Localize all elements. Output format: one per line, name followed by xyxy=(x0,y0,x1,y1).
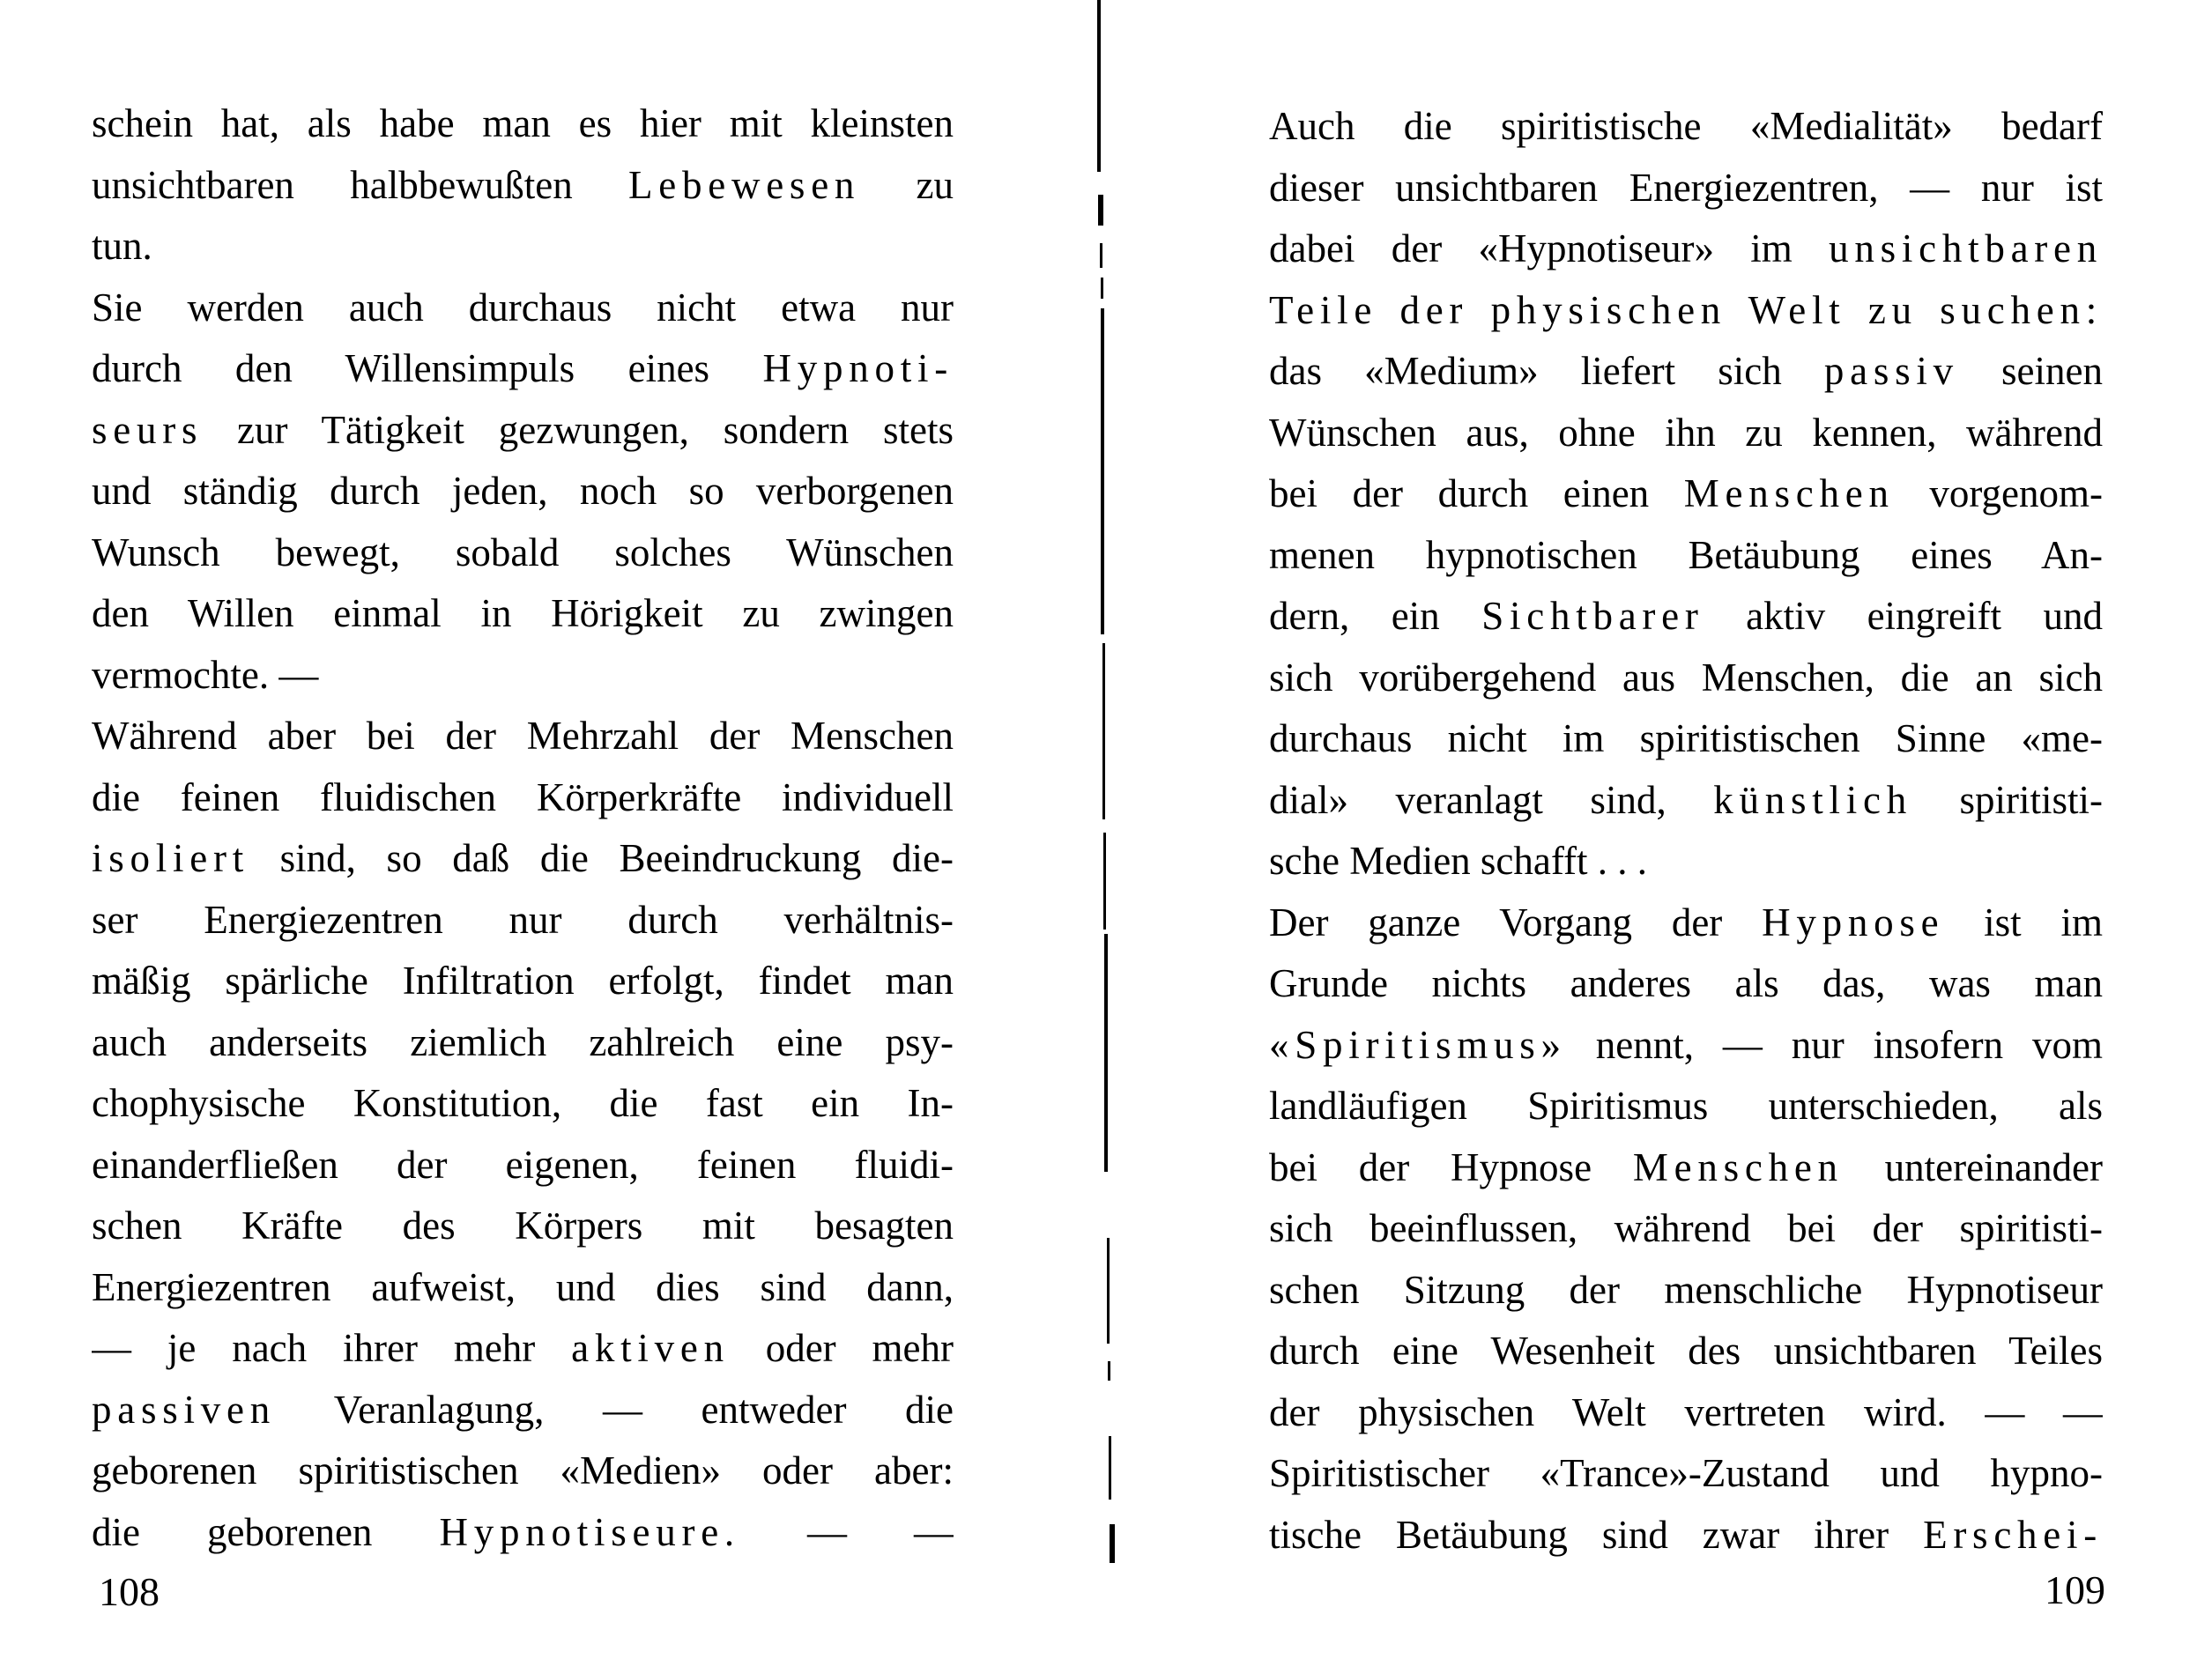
text-segment: das «Medium» liefert sich xyxy=(1269,349,1824,393)
text-segment: Grunde nichts anderes als das, was man xyxy=(1269,961,2103,1005)
letterspaced-text-segment: aktiven xyxy=(571,1326,730,1370)
text-segment: unsichtbaren halbbewußten xyxy=(92,162,629,207)
text-segment: Auch die spiritistische «Medialität» bedarf xyxy=(1269,104,2103,148)
text-segment: landläufigen Spiritismus unterschieden, als xyxy=(1269,1084,2103,1128)
text-line xyxy=(92,338,954,400)
text-line xyxy=(1269,1076,2103,1137)
gutter-segment xyxy=(1109,1436,1111,1500)
text-line xyxy=(92,951,954,1012)
gutter-segment xyxy=(1101,278,1103,299)
letterspaced-text-segment: Menschen xyxy=(1683,471,1895,515)
text-segment: mäßig spärliche Infiltration erfolgt, findet man xyxy=(92,959,954,1003)
text-line xyxy=(92,155,954,217)
text-segment: sich beeinflussen, während bei der spiritisti- xyxy=(1269,1206,2103,1250)
text-line xyxy=(1269,525,2103,587)
text-line xyxy=(1269,586,2103,648)
text-segment: sich vorübergehend aus Menschen, die an sich xyxy=(1269,655,2103,700)
text-line xyxy=(92,645,954,707)
text-segment: Wünschen aus, ohne ihn zu kennen, während xyxy=(1269,410,2103,455)
page-number-right: 109 xyxy=(2045,1567,2105,1612)
text-segment: aktiv eingreift und xyxy=(1704,594,2103,638)
letterspaced-text-segment: Teile der physischen Welt zu suchen: xyxy=(1269,287,2103,332)
text-segment: menen hypnotischen Betäubung eines An- xyxy=(1269,532,2103,577)
gutter-segment xyxy=(1104,934,1108,1172)
text-segment: spiritisti- xyxy=(1911,777,2103,822)
letterspaced-text-segment: «Spiritismus» xyxy=(1269,1022,1567,1067)
text-segment: dern, ein xyxy=(1269,594,1482,638)
text-segment: Energiezentren aufweist, und dies sind dann, xyxy=(92,1264,954,1309)
text-segment: einanderfließen der eigenen, feinen fluidi- xyxy=(92,1142,954,1187)
gutter-segment xyxy=(1100,243,1102,268)
text-line xyxy=(1269,893,2103,954)
text-segment: auch anderseits ziemlich zahlreich eine psy- xyxy=(92,1019,954,1064)
letterspaced-text-segment: Hypnotiseure. xyxy=(439,1509,740,1554)
text-line xyxy=(1269,1260,2103,1322)
letterspaced-text-segment: isoliert xyxy=(92,836,249,880)
text-line xyxy=(92,522,954,584)
text-line xyxy=(1269,770,2103,832)
text-segment: vorgenom- xyxy=(1894,471,2103,515)
text-segment: geborenen spiritistischen «Medien» oder aber: xyxy=(92,1448,954,1493)
text-line xyxy=(92,1135,954,1196)
text-segment: chophysische Konstitution, die fast ein In- xyxy=(92,1081,954,1125)
letterspaced-text-segment: künstlich xyxy=(1713,777,1912,822)
text-segment: die feinen fluidischen Körperkräfte individuell xyxy=(92,774,954,819)
text-line xyxy=(92,706,954,767)
text-segment: bei der durch einen xyxy=(1269,471,1684,515)
letterspaced-text-segment: Hypnose xyxy=(1762,900,1945,944)
text-segment: durch den Willensimpuls eines xyxy=(92,346,763,390)
letterspaced-text-segment: passiven xyxy=(92,1387,276,1432)
text-segment: nennt, — nur insofern vom xyxy=(1566,1022,2103,1067)
text-segment: tun. xyxy=(92,224,152,268)
gutter-segment xyxy=(1101,308,1104,634)
text-line xyxy=(92,1073,954,1135)
letterspaced-text-segment: Hypnoti- xyxy=(762,346,954,390)
text-segment: bei der Hypnose xyxy=(1269,1144,1633,1189)
text-segment: schen Sitzung der menschliche Hypnotiseur xyxy=(1269,1267,2103,1312)
page-right-text xyxy=(1269,96,2103,1566)
text-line xyxy=(92,400,954,462)
letterspaced-text-segment: Menschen xyxy=(1632,1144,1844,1189)
letterspaced-text-segment: Lebewesen xyxy=(628,162,861,207)
letterspaced-text-segment: Erschei- xyxy=(1923,1512,2103,1557)
letterspaced-text-segment: seurs xyxy=(92,407,204,452)
gutter-segment xyxy=(1107,1238,1110,1344)
text-line xyxy=(1269,403,2103,464)
text-segment: schen Kräfte des Körpers mit besagten xyxy=(92,1204,954,1248)
text-segment: schein hat, als habe man es hier mit kleinsten xyxy=(92,101,954,145)
text-segment: untereinander xyxy=(1843,1144,2103,1189)
text-segment: die geborenen xyxy=(92,1509,440,1554)
text-line xyxy=(1269,708,2103,770)
text-line xyxy=(92,1441,954,1502)
letterspaced-text-segment: unsichtbaren xyxy=(1829,226,2103,270)
text-segment: und ständig durch jeden, noch so verborgenen xyxy=(92,469,954,513)
text-segment: Während aber bei der Mehrzahl der Menschen xyxy=(92,714,954,758)
text-segment: durch eine Wesenheit des unsichtbaren Teiles xyxy=(1269,1329,2103,1373)
page-number-left: 108 xyxy=(99,1569,160,1614)
text-line xyxy=(1269,1321,2103,1382)
text-line xyxy=(92,1257,954,1319)
text-line xyxy=(1269,158,2103,219)
text-line xyxy=(92,461,954,522)
text-line xyxy=(92,1196,954,1257)
text-line xyxy=(1269,953,2103,1015)
text-segment: — — xyxy=(739,1509,954,1554)
text-line xyxy=(92,1502,954,1564)
text-segment: Wunsch bewegt, sobald solches Wünschen xyxy=(92,530,954,574)
text-segment: seinen xyxy=(1958,349,2103,393)
text-segment: dial» veranlagt sind, xyxy=(1269,777,1714,822)
text-line xyxy=(1269,1505,2103,1567)
letterspaced-text-segment: Sichtbarer xyxy=(1481,594,1704,638)
text-line xyxy=(92,583,954,645)
text-line xyxy=(1269,463,2103,525)
text-segment: Sie werden auch durchaus nicht etwa nur xyxy=(92,285,954,330)
text-line xyxy=(1269,831,2103,893)
text-line xyxy=(1269,648,2103,709)
text-segment: vermochte. — xyxy=(92,652,319,697)
gutter-segment xyxy=(1098,195,1103,226)
text-line xyxy=(92,828,954,890)
text-segment: oder mehr xyxy=(729,1326,954,1370)
text-line xyxy=(92,216,954,278)
text-line xyxy=(1269,1382,2103,1444)
gutter-segment xyxy=(1097,0,1101,172)
gutter-segment xyxy=(1103,833,1106,930)
text-segment: dabei der «Hypnotiseur» im xyxy=(1269,226,1830,270)
text-line xyxy=(1269,1137,2103,1199)
text-line xyxy=(92,1318,954,1380)
text-line xyxy=(92,1380,954,1441)
text-segment: tische Betäubung sind zwar ihrer xyxy=(1269,1512,1924,1557)
text-segment: sind, so daß die Beeindruckung die- xyxy=(249,836,954,880)
text-line xyxy=(1269,341,2103,403)
text-line xyxy=(1269,1198,2103,1260)
text-segment: — je nach ihrer mehr xyxy=(92,1326,572,1370)
gutter-segment xyxy=(1108,1361,1110,1381)
text-segment: dieser unsichtbaren Energiezentren, — nur ist xyxy=(1269,165,2103,210)
text-line xyxy=(1269,1015,2103,1077)
text-line xyxy=(92,767,954,829)
text-segment: durchaus nicht im spiritistischen Sinne «me- xyxy=(1269,716,2103,760)
text-segment: Der ganze Vorgang der xyxy=(1269,900,1763,944)
text-line xyxy=(1269,96,2103,158)
text-segment: den Willen einmal in Hörigkeit zu zwingen xyxy=(92,591,954,635)
text-line xyxy=(1269,1443,2103,1505)
text-line xyxy=(1269,280,2103,342)
text-line xyxy=(1269,219,2103,280)
text-segment: zur Tätigkeit gezwungen, sondern stets xyxy=(203,407,954,452)
text-line xyxy=(92,1012,954,1074)
text-segment: Spiritistischer «Trance»-Zustand und hypno- xyxy=(1269,1451,2103,1495)
text-segment: ser Energiezentren nur durch verhältnis- xyxy=(92,897,954,942)
page-left-text xyxy=(92,93,954,1563)
gutter-segment xyxy=(1110,1524,1115,1563)
text-line xyxy=(92,278,954,339)
text-segment: der physischen Welt vertreten wird. — — xyxy=(1269,1389,2103,1434)
text-segment: zu xyxy=(860,162,954,207)
gutter-segment xyxy=(1102,643,1105,819)
text-line xyxy=(92,93,954,155)
text-segment: ist im xyxy=(1944,900,2103,944)
text-segment: Veranlagung, — entweder die xyxy=(275,1387,954,1432)
text-segment: sche Medien schafft . . . xyxy=(1269,839,1648,883)
letterspaced-text-segment: passiv xyxy=(1823,349,1959,393)
text-line xyxy=(92,890,954,952)
